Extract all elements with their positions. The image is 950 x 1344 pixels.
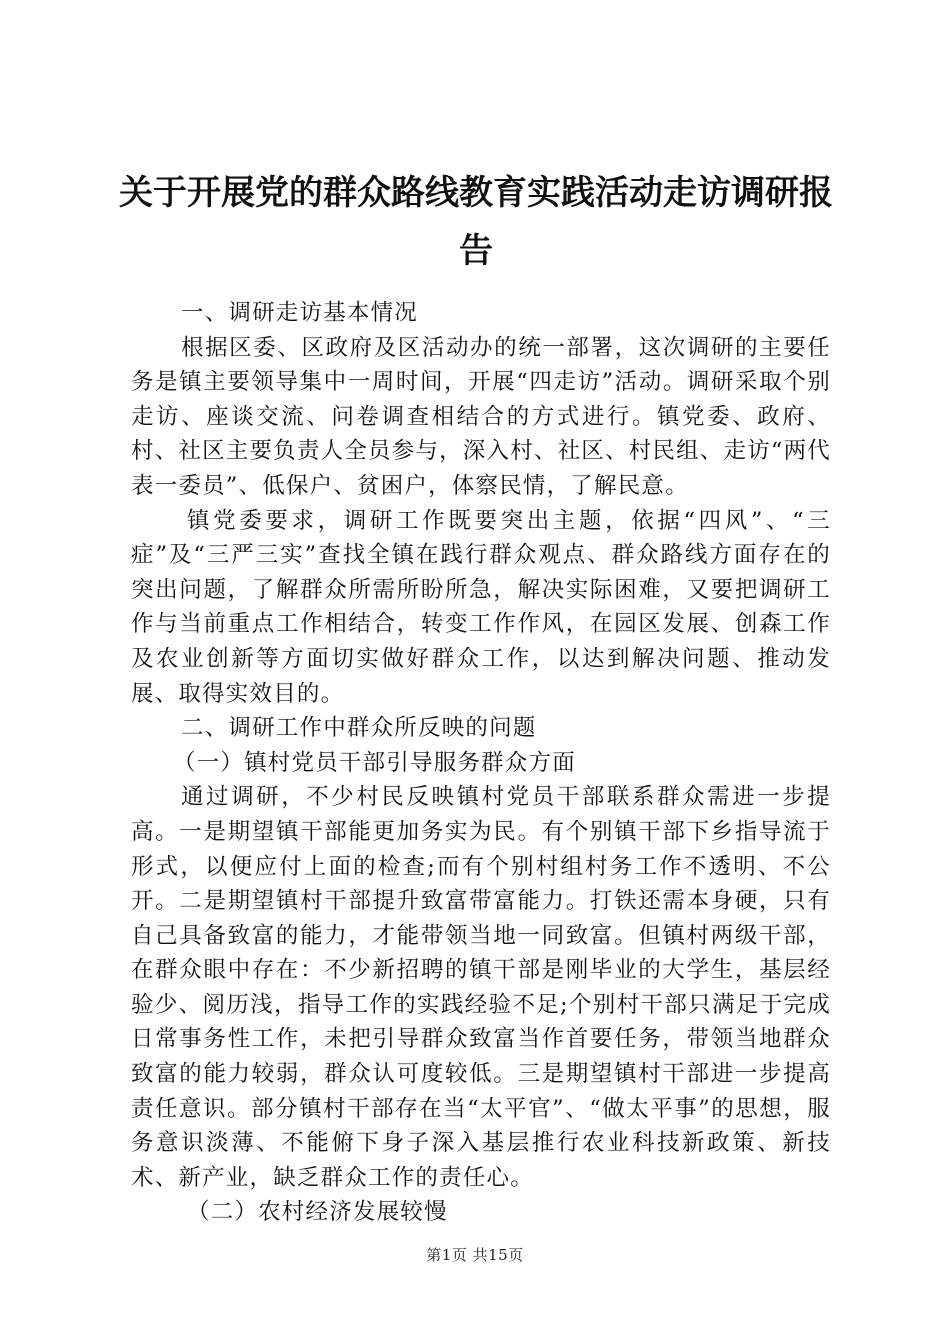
section-heading-2: 二、调研工作中群众所反映的问题 xyxy=(181,715,537,742)
page-footer: 第1页 共15页 xyxy=(426,1246,524,1264)
paragraph-3: 通过调研，不少村民反映镇村党员干部联系群众需进一步提高。一是期望镇干部能更加务实为民。有个别镇干部下乡指导流于形式，以便应付上面的检查;而有个别村组村务工作不透明、不公开。二是期望镇村干部提升致富带富能力。打铁还需本身硬，只有自己具备致富的能力，才能带领当地一同致富。但镇村两级干部，在群众眼中存在：不少新招聘的镇干部是刚毕业的大学生，基层经验少、阅历浅，指导工作的实践经验不足;个别村干部只满足于完成日常事务性工作，未把引导群众致富当作首要任务，带领当地群众致富的能力较弱，群众认可度较低。三是期望镇村干部进一步提高责任意识。部分镇村干部存在当“太平官”、“做太平事”的思想，服务意识淡薄、不能俯下身子深入基层推行农业科技新政策、新技术、新产业，缺乏群众工作的责任心。 xyxy=(131,784,831,1191)
paragraph-2: 镇党委要求，调研工作既要突出主题，依据“四风”、“三症”及“三严三实”查找全镇在践行群众观点、群众路线方面存在的突出问题，了解群众所需所盼所急，解决实际困难，又要把调研工作与当前重点工作相结合，转变工作作风，在园区发展、创森工作及农业创新等方面切实做好群众工作，以达到解决问题、推动发展、取得实效目的。 xyxy=(131,507,831,707)
subsection-heading-2: （二）农村经济发展较慢 xyxy=(187,1199,448,1226)
subsection-heading-1: （一）镇村党员干部引导服务群众方面 xyxy=(173,749,576,776)
paragraph-1: 根据区委、区政府及区活动办的统一部署，这次调研的主要任务是镇主要领导集中一周时间，开展“四走访”活动。调研采取个别走访、座谈交流、问卷调查相结合的方式进行。镇党委、政府、村、社区主要负责人全员参与，深入村、社区、村民组、走访“两代表一委员”、低保户、贫困户，体察民情，了解民意。 xyxy=(131,334,832,499)
document-body xyxy=(131,296,831,1230)
section-heading-1: 一、调研走访基本情况 xyxy=(181,300,419,326)
document-title: 关于开展党的群众路线教育实践活动走访调研报告 xyxy=(119,173,833,271)
